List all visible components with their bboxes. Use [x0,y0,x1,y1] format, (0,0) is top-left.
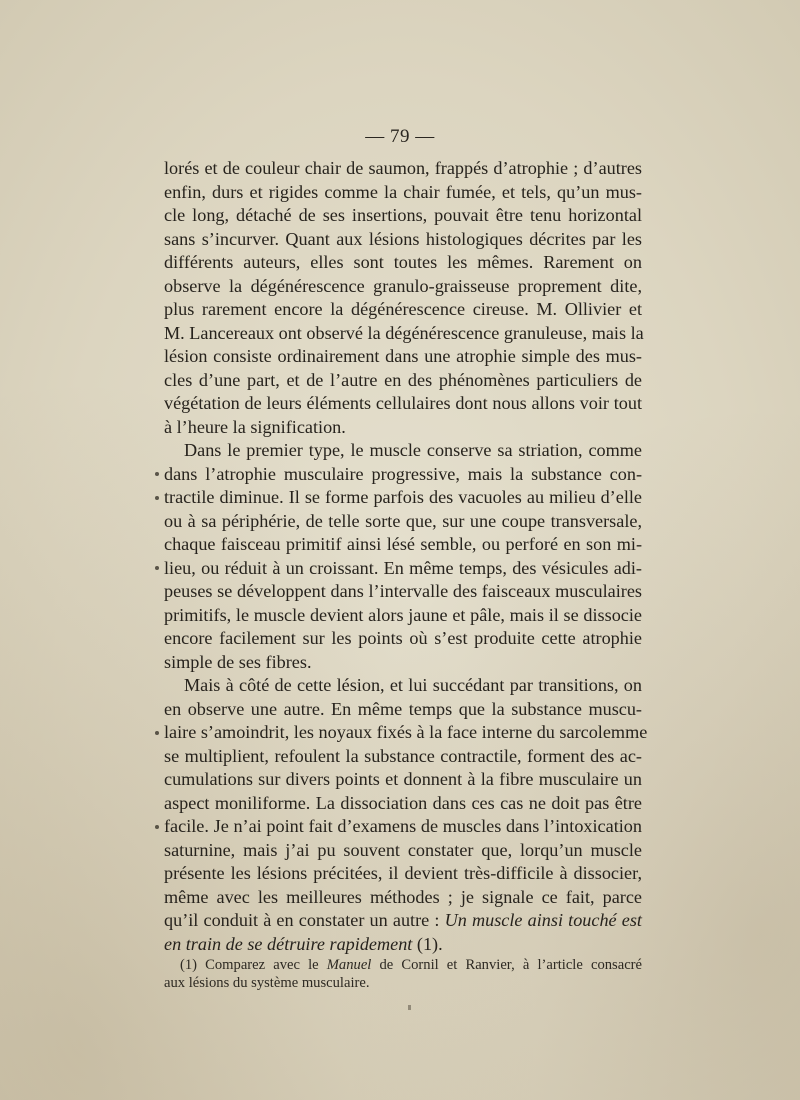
footnote-text: de Cornil et Ranvier, à l’article consacré [371,957,643,973]
paragraph-start: Dans le premier type, le muscle conserve sa striation, comme [184,440,642,460]
body-text [164,157,648,956]
text-line: aspect moniliforme. La dissociation dans ces cas ne doit pas être [164,792,642,813]
footnote-line [164,956,642,974]
text-line: différents auteurs, elles sont toutes les mêmes. Rarement on [164,252,642,272]
margin-mark [155,825,159,829]
text-line: même avec les meilleures méthodes ; je signale ce fait, parce [164,886,642,907]
italic-emphasis: en train de se détruire rapidement [164,933,413,954]
text-line: cumulations sur divers points et donnent à la fibre musculaire un [164,769,642,789]
text-line: peuses se développent dans l’intervalle des faisceaux musculaires [164,581,642,601]
text-line: M. Lancereaux ont observé la dégénérescence granuleuse, mais la [164,322,644,343]
text-line: sans s’incurver. Quant aux lésions histologiques décrites par les [164,228,642,249]
text-line: encore facilement sur les points où s’est produite cette atrophie [164,628,642,648]
stray-ink-mark [408,1005,411,1010]
text-line: observe la dégénérescence granulo-graisseuse proprement dite, [164,275,642,296]
text-line: plus rarement encore la dégénérescence cireuse. M. Ollivier et [164,299,642,319]
text-line [164,909,642,933]
text-line: chaque faisceau primitif ainsi lésé semble, ou perforé en son mi- [164,534,642,554]
text-line: lésion consiste ordinairement dans une atrophie simple des mus- [164,346,642,366]
text-line: enfin, durs et rigides comme la chair fumée, et tels, qu’un mus- [164,181,642,202]
text-line: cles d’une part, et de l’autre en des phénomènes particuliers de [164,369,642,390]
footnote-reference: (1). [412,933,443,954]
text-line: se multiplient, refoulent la substance contractile, forment des ac- [164,745,642,766]
footnote-text: (1) Comparez avec le [180,957,327,973]
text-line: facile. Je n’ai point fait d’examens de muscles dans l’intoxication [164,816,642,836]
italic-emphasis: Un muscle ainsi touché est [444,910,642,930]
margin-mark [155,731,159,735]
text-line: primitifs, le muscle devient alors jaune et pâle, mais il se dissocie [164,604,642,625]
text-line: en observe une autre. En même temps que la substance muscu- [164,698,642,719]
footnote-book-title: Manuel [326,957,372,973]
text-line: végétation de leurs éléments cellulaires dont nous allons voir tout [164,393,642,413]
paragraph-start: Mais à côté de cette lésion, et lui succédant par transitions, on [184,675,642,695]
text-segment: qu’il conduit à en constater un autre : [164,910,445,930]
text-line [164,933,642,957]
page-number: — 79 — [365,126,435,147]
text-line: ou à sa périphérie, de telle sorte que, sur une coupe transversale, [164,510,642,531]
text-line: cle long, détaché de ses insertions, pouvait être tenu horizontal [164,205,642,225]
text-line: lorés et de couleur chair de saumon, frappés d’atrophie ; d’autres [164,158,642,178]
text-line: à l’heure la signification. [164,416,346,437]
text-line: dans l’atrophie musculaire progressive, mais la substance con- [164,463,642,484]
text-line: lieu, ou réduit à un croissant. En même temps, des vésicules adi- [164,557,642,578]
text-line: simple de ses fibres. [164,651,312,672]
margin-mark [155,472,159,476]
margin-mark [155,566,159,570]
footnote [164,956,642,992]
text-line: présente les lésions précitées, il devient très-difficile à dissocier, [164,863,642,883]
footnote-line: aux lésions du système musculaire. [164,975,370,991]
text-line: tractile diminue. Il se forme parfois des vacuoles au milieu d’elle [164,487,642,507]
text-line: saturnine, mais j’ai pu souvent constater que, lorqu’un muscle [164,839,642,860]
text-line: laire s’amoindrit, les noyaux fixés à la face interne du sarcolemme [164,722,648,742]
margin-mark [155,496,159,500]
